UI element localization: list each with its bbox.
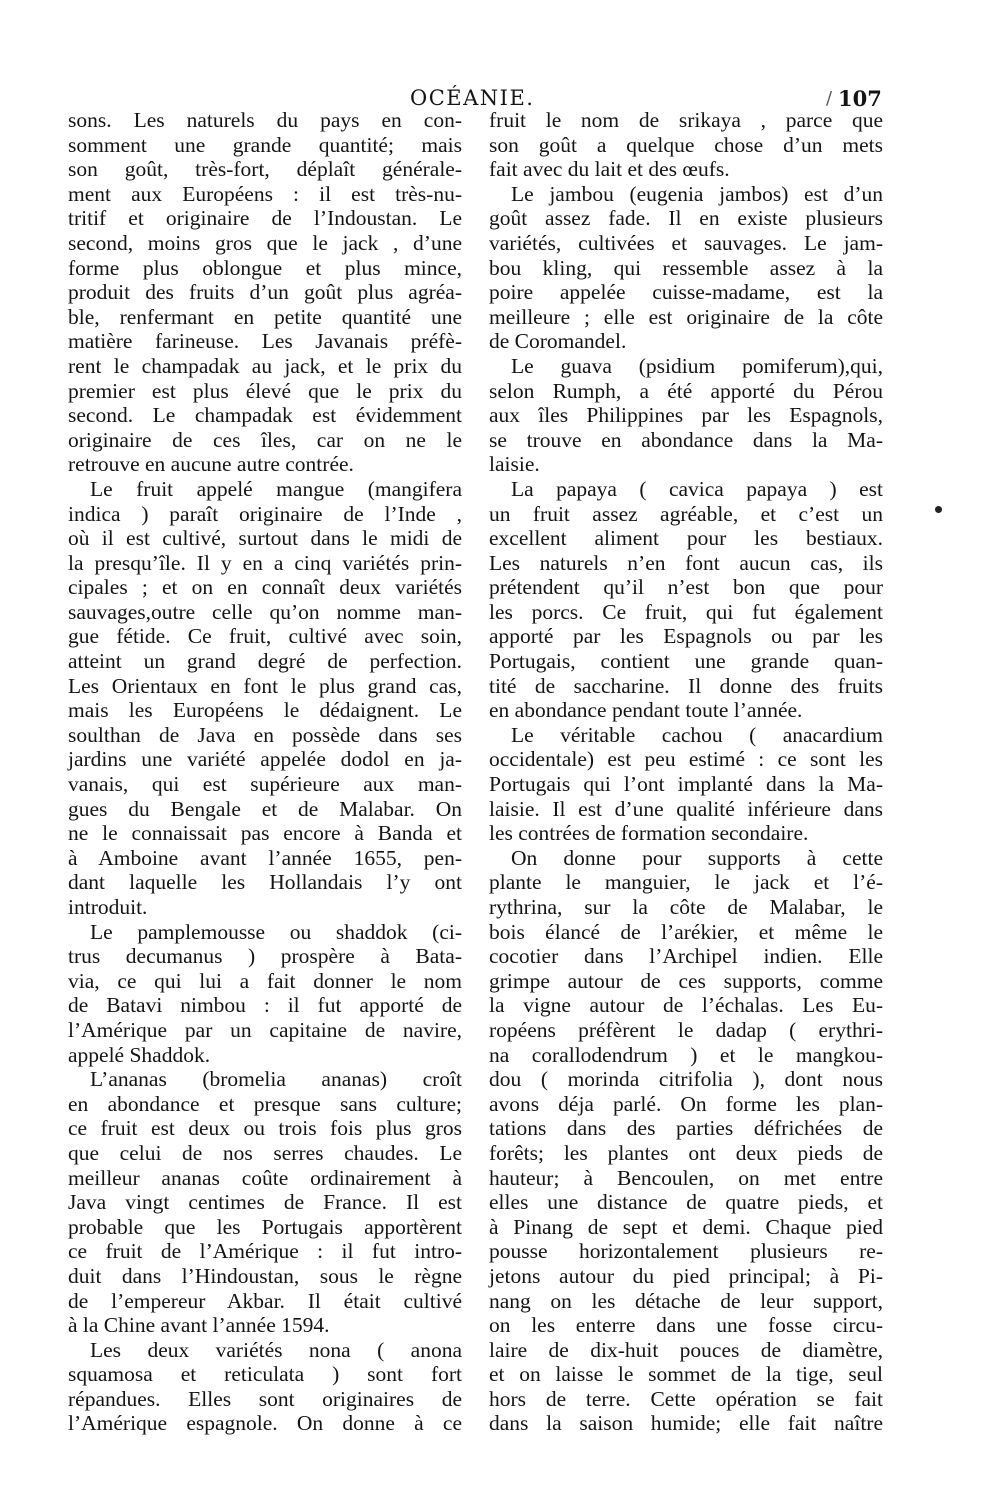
text-line: Le véritable cachou ( anacardium (511, 722, 883, 747)
text-line: meilleur ananas coûte ordinairement à (68, 1165, 462, 1190)
text-line: gue fétide. Ce fruit, cultivé avec soin, (68, 624, 462, 649)
text-line: les contrées de formation secondaire. (489, 821, 809, 846)
running-title: OCÉANIE. (410, 86, 535, 110)
text-line: en abondance pendant toute l’année. (489, 698, 803, 723)
text-line: nang on les détache de leur support, (489, 1288, 883, 1313)
text-line: laisie. (489, 452, 540, 477)
text-line: pousse horizontalement plusieurs re- (489, 1239, 883, 1264)
text-line: à Amboine avant l’année 1655, pen- (68, 845, 462, 870)
text-line: que celui de nos serres chaudes. Le (68, 1140, 462, 1165)
text-line: l’Amérique par un capitaine de navire, (68, 1017, 462, 1042)
text-line: tritif et originaire de l’Indoustan. Le (68, 206, 462, 231)
text-line: indica ) paraît originaire de l’Inde , (68, 501, 462, 526)
text-line: les porcs. Ce fruit, qui fut également (489, 599, 883, 624)
text-line: la presqu’île. Il y en a cinq variétés prin- (68, 550, 462, 575)
text-line: prétendent qu’il n’est bon que pour (489, 575, 883, 600)
text-line: produit des fruits d’un goût plus agréa- (68, 280, 462, 305)
text-line: Le guava (psidium pomiferum),qui, (511, 353, 883, 378)
text-line: matière farineuse. Les Javanais préfè- (68, 329, 462, 354)
text-line: Les naturels n’en font aucun cas, ils (489, 550, 883, 575)
text-line: ce fruit de l’Amérique : il fut intro- (68, 1239, 462, 1264)
text-line: se trouve en abondance dans la Ma- (489, 427, 883, 452)
text-line: goût assez fade. Il en existe plusieurs (489, 206, 883, 231)
text-line: hauteur; à Bencoulen, on met entre (489, 1165, 883, 1190)
text-line: via, ce qui lui a fait donner le nom (68, 968, 462, 993)
text-line: bois élancé de l’arékier, et même le (489, 919, 883, 944)
text-line: cipales ; et on en connaît deux variétés (68, 575, 462, 600)
text-line: vanais, qui est supérieure aux man- (68, 772, 462, 797)
text-line: fait avec du lait et des œufs. (489, 157, 730, 182)
text-line: bou kling, qui ressemble assez à la (489, 255, 883, 280)
text-line: de Coromandel. (489, 329, 627, 354)
text-line: L’ananas (bromelia ananas) croît (90, 1067, 462, 1092)
text-line: Le pamplemousse ou shaddok (ci- (90, 919, 462, 944)
text-line: duit dans l’Hindoustan, sous le règne (68, 1263, 462, 1288)
text-line: selon Rumph, a été apporté du Pérou (489, 378, 883, 403)
text-line: rythrina, sur la côte de Malabar, le (489, 895, 883, 919)
text-line: gues du Bengale et de Malabar. On (68, 796, 462, 821)
text-line: forêts; les plantes ont deux pieds de (489, 1140, 883, 1165)
text-line: l’Amérique espagnole. On donne à ce (68, 1411, 462, 1436)
text-line: à Pinang de sept et demi. Chaque pied (489, 1214, 883, 1239)
text-line: rent le champadak au jack, et le prix du (68, 353, 462, 378)
text-line: plante le manguier, le jack et l’é- (489, 870, 883, 895)
text-line: dant laquelle les Hollandais l’y ont (68, 870, 462, 895)
text-line: Portugais, contient une grande quan- (489, 649, 883, 674)
text-line: Le fruit appelé mangue (mangifera (90, 476, 462, 501)
text-line: ropéens préfèrent le dadap ( erythri- (489, 1017, 883, 1042)
text-line: Les Orientaux en font le plus grand cas, (68, 673, 462, 698)
page-mark: / (826, 88, 833, 109)
text-line: elles une distance de quatre pieds, et (489, 1190, 883, 1215)
text-line: tations dans des parties défrichées de (489, 1116, 883, 1141)
text-line: poire appelée cuisse-madame, est la (489, 280, 883, 305)
text-line: ne le connaissait pas encore à Banda et (68, 821, 462, 846)
text-line: hors de terre. Cette opération se fait (489, 1386, 883, 1411)
text-line: La papaya ( cavica papaya ) est (511, 476, 883, 501)
text-line: fruit le nom de srikaya , parce que (489, 108, 883, 132)
text-line: na corallodendrum ) et le mangkou- (489, 1042, 883, 1067)
text-line: sauvages,outre celle qu’on nomme man- (68, 599, 462, 624)
text-line: Portugais qui l’ont implanté dans la Ma- (489, 772, 883, 797)
text-line: où il est cultivé, surtout dans le midi de (68, 526, 462, 551)
text-line: son goût, très-fort, déplaît générale- (68, 157, 462, 182)
text-line: somment une grande quantité; mais (68, 132, 462, 157)
text-line: son goût a quelque chose d’un mets (489, 132, 883, 157)
text-line: jardins une variété appelée dodol en ja- (68, 747, 462, 772)
text-line: à la Chine avant l’année 1594. (68, 1313, 330, 1338)
text-line: Le jambou (eugenia jambos) est d’un (511, 181, 883, 206)
text-line: laisie. Il est d’une qualité inférieure dans (489, 796, 883, 821)
text-line: aux îles Philippines par les Espagnols, (489, 403, 883, 428)
text-line: atteint un grand degré de perfection. (68, 649, 462, 674)
text-line: grimpe autour de ces supports, comme (489, 968, 883, 993)
text-line: On donne pour supports à cette (511, 845, 883, 870)
text-line: ce fruit est deux ou trois fois plus gros (68, 1116, 462, 1141)
text-line: tité de saccharine. Il donne des fruits (489, 673, 883, 698)
text-line: en abondance et presque sans culture; (68, 1091, 462, 1116)
text-line: et on laisse le sommet de la tige, seul (489, 1362, 883, 1387)
text-line: ment aux Européens : il est très-nu- (68, 181, 462, 206)
left-column (68, 108, 462, 1436)
text-line: occidentale) est peu estimé : ce sont les (489, 747, 883, 772)
text-line: apporté par les Espagnols ou par les (489, 624, 883, 649)
text-line: originaire de ces îles, car on ne le (68, 427, 462, 452)
text-line: ble, renfermant en petite quantité une (68, 304, 462, 329)
page-number: 107 (838, 86, 882, 111)
text-line: un fruit assez agréable, et c’est un (489, 501, 883, 526)
text-line: forme plus oblongue et plus mince, (68, 255, 462, 280)
text-line: trus decumanus ) prospère à Bata- (68, 944, 462, 969)
text-line: mais les Européens le dédaignent. Le (68, 698, 462, 723)
text-line: soulthan de Java en possède dans ses (68, 722, 462, 747)
text-line: jetons autour du pied principal; à Pi- (489, 1263, 883, 1288)
text-line: avons déja parlé. On forme les plan- (489, 1091, 883, 1116)
text-line: variétés, cultivées et sauvages. Le jam- (489, 230, 883, 255)
text-line: sons. Les naturels du pays en con- (68, 108, 462, 132)
text-line: Java vingt centimes de France. Il est (68, 1190, 462, 1215)
text-line: Les deux variétés nona ( anona (90, 1337, 462, 1362)
text-line: appelé Shaddok. (68, 1042, 211, 1067)
text-line: premier est plus élevé que le prix du (68, 378, 462, 403)
text-line: de Batavi nimbou : il fut apporté de (68, 993, 462, 1018)
text-line: second. Le champadak est évidemment (68, 403, 462, 428)
margin-dot (935, 506, 942, 513)
text-line: laire de dix-huit pouces de diamètre, (489, 1337, 883, 1362)
text-line: on les enterre dans une fosse circu- (489, 1313, 883, 1338)
right-column (489, 108, 883, 1436)
text-line: meilleure ; elle est originaire de la côte (489, 304, 883, 329)
text-line: retrouve en aucune autre contrée. (68, 452, 354, 477)
text-line: répandues. Elles sont originaires de (68, 1386, 462, 1411)
text-line: probable que les Portugais apportèrent (68, 1214, 462, 1239)
text-line: excellent aliment pour les bestiaux. (489, 526, 883, 551)
text-line: dans la saison humide; elle fait naître (489, 1411, 883, 1436)
text-line: squamosa et reticulata ) sont fort (68, 1362, 462, 1387)
text-line: cocotier dans l’Archipel indien. Elle (489, 944, 883, 969)
text-line: dou ( morinda citrifolia ), dont nous (489, 1067, 883, 1092)
text-line: second, moins gros que le jack , d’une (68, 230, 462, 255)
text-line: de l’empereur Akbar. Il était cultivé (68, 1288, 462, 1313)
text-line: introduit. (68, 895, 148, 919)
text-line: la vigne autour de l’échalas. Les Eu- (489, 993, 883, 1018)
